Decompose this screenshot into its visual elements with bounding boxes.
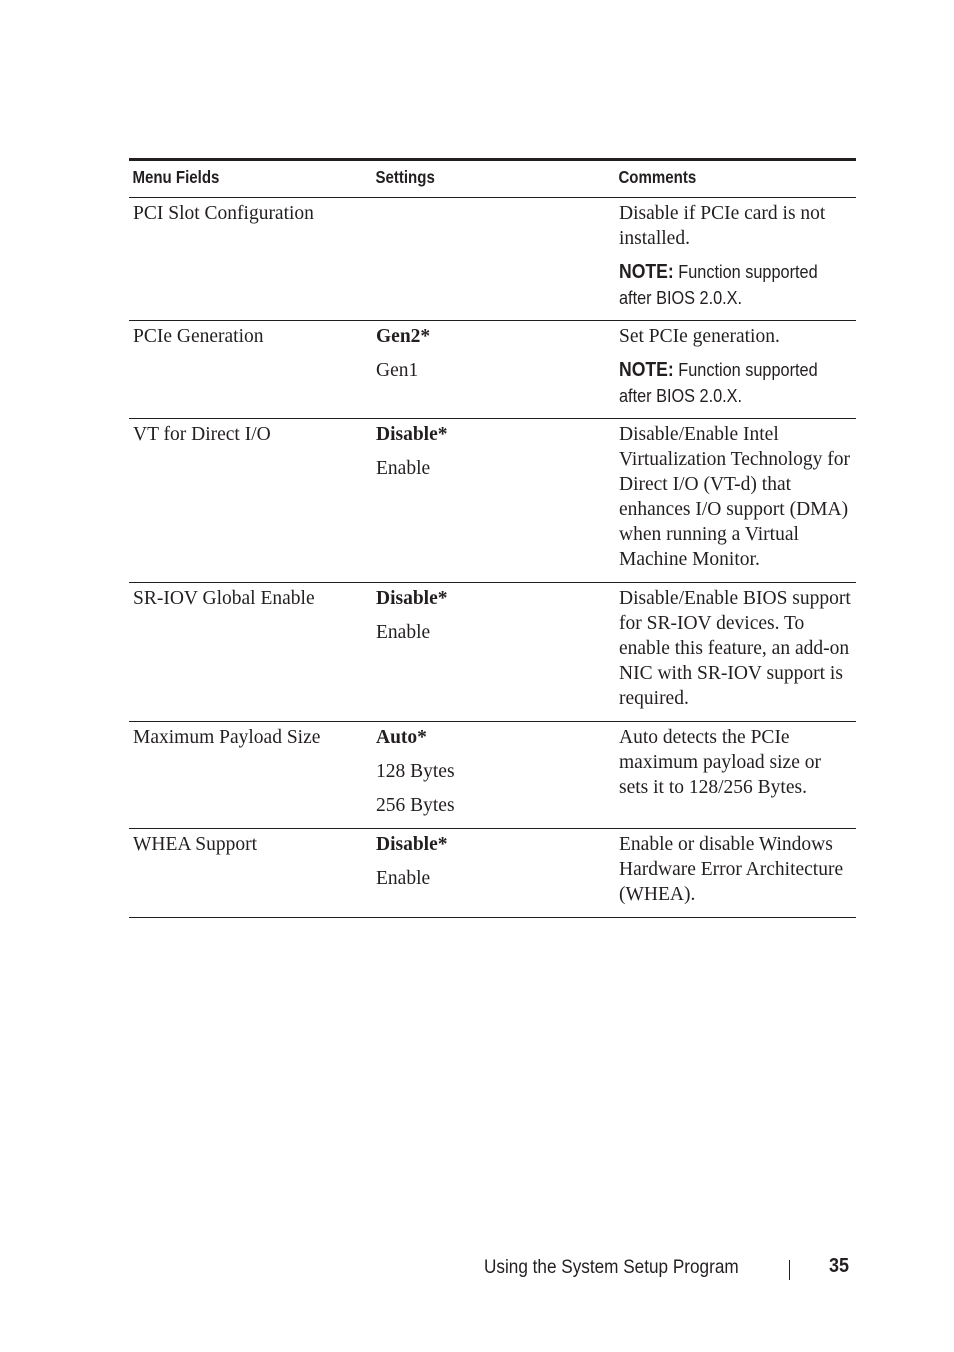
menu-field-cell: Maximum Payload Size [133,727,321,748]
comment-text: Disable/Enable Intel Virtualization Technology for Direct I/O (VT-d) that enhances I/O support (DMA) when running a Virtual Machine Monitor. [619,424,851,570]
table-row [129,583,856,722]
setting-option: Enable [376,458,431,479]
table-row [129,419,856,583]
bios-settings-table [129,158,856,918]
footer-divider [789,1260,790,1280]
footer-chapter-title: Using the System Setup Program [484,1256,739,1278]
comments-cell [615,198,856,321]
setting-option: 256 Bytes [376,795,455,816]
comment-text: Set PCIe generation. [619,326,780,347]
menu-field-cell: VT for Direct I/O [133,424,271,445]
setting-option: 128 Bytes [376,761,455,782]
setting-option-default: Auto* [376,727,427,748]
table-header-row [129,160,856,198]
comments-cell [615,722,856,829]
note-label: NOTE: [619,261,674,283]
settings-cell [372,829,615,918]
table-row [129,829,856,918]
settings-cell [372,722,615,829]
note [619,357,852,408]
header-menu-fields: Menu Fields [129,160,338,198]
note-text: Function supported after BIOS 2.0.X. [619,261,818,308]
table-row [129,198,856,321]
default-marker: * [437,588,448,609]
setting-option-default: Gen2* [376,326,431,347]
comment-text: Auto detects the PCIe maximum payload size or sets it to 128/256 Bytes. [619,727,821,798]
header-comments: Comments [615,160,822,198]
menu-field-cell: WHEA Support [133,834,258,855]
comment-text: Disable if PCIe card is not installed. [619,203,826,249]
table-row [129,321,856,419]
setting-option: Enable [376,622,431,643]
comments-cell [615,829,856,918]
page-footer [0,1254,954,1282]
setting-option: Gen1 [376,360,419,381]
header-settings: Settings [372,160,581,198]
default-marker: * [437,424,448,445]
setting-option-default: Disable* [376,588,448,609]
settings-cell [372,419,615,583]
menu-field-cell: PCI Slot Configuration [133,203,314,224]
default-marker: * [417,727,427,748]
setting-option-default: Disable* [376,834,448,855]
comment-text: Disable/Enable BIOS support for SR-IOV devices. To enable this feature, an add-on NIC with SR-IOV support is required. [619,588,851,709]
default-marker: * [420,326,431,347]
note [619,259,852,310]
menu-field-cell: SR-IOV Global Enable [133,588,315,609]
setting-option-default: Disable* [376,424,448,445]
default-marker: * [437,834,448,855]
menu-field-cell: PCIe Generation [133,326,264,347]
setting-option: Enable [376,868,431,889]
page-number: 35 [829,1255,850,1277]
comments-cell [615,321,856,419]
comment-text: Enable or disable Windows Hardware Error Architecture (WHEA). [619,834,844,905]
note-label: NOTE: [619,359,674,381]
settings-cell [372,198,615,321]
comments-cell [615,583,856,722]
note-text: Function supported after BIOS 2.0.X. [619,359,818,406]
table-row [129,722,856,829]
settings-cell [372,583,615,722]
comments-cell [615,419,856,583]
settings-cell [372,321,615,419]
